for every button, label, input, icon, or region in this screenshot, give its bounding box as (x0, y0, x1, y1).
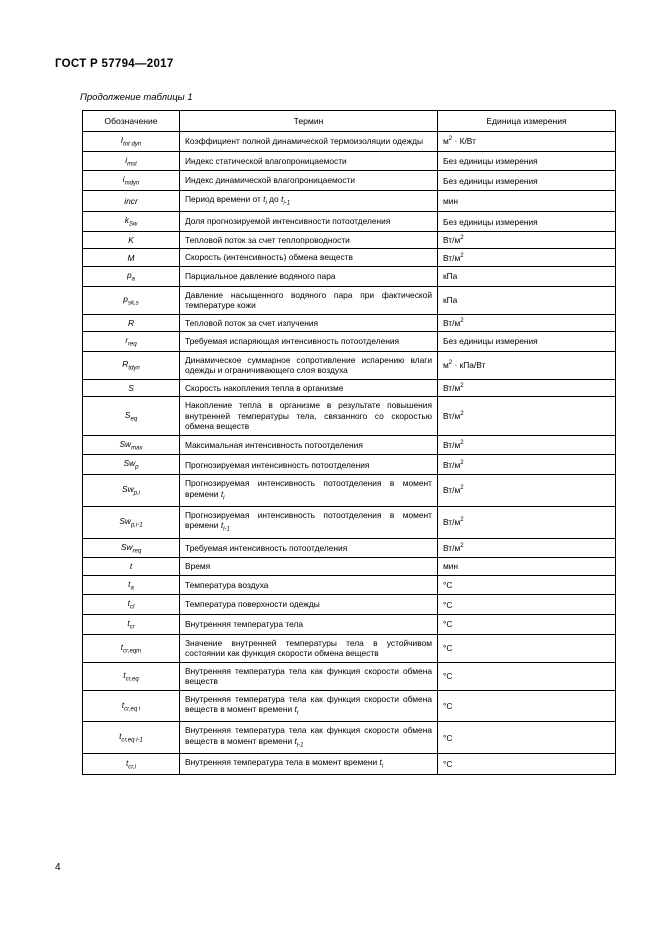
term-definition: Доля прогнозируемой интенсивности потоотделения (180, 212, 438, 232)
table-header-row (83, 111, 616, 132)
term-unit: $м^2 \cdot К/Вт$ (438, 132, 616, 152)
table-row (83, 379, 616, 397)
term-symbol: K (83, 231, 180, 249)
term-symbol: $i_{mst}$ (83, 151, 180, 171)
term-definition: Парциальное давление водяного пара (180, 266, 438, 286)
table-row (83, 332, 616, 352)
term-unit: $Вт/м^2$ (438, 506, 616, 538)
term-definition: Прогнозируемая интенсивность потоотделения в момент времени $t_{i-1}$ (180, 506, 438, 538)
term-unit: $Вт/м^2$ (438, 397, 616, 436)
term-unit: °С (438, 634, 616, 662)
table-row (83, 151, 616, 171)
term-symbol: t (83, 558, 180, 576)
term-definition: Индекс динамической влагопроницаемости (180, 171, 438, 191)
term-unit: °С (438, 754, 616, 775)
table-row (83, 171, 616, 191)
term-symbol: M (83, 249, 180, 267)
term-symbol: $Sw_{req}$ (83, 538, 180, 558)
term-symbol: $i_{mdyn}$ (83, 171, 180, 191)
term-symbol: incr (83, 191, 180, 212)
term-unit: °С (438, 595, 616, 615)
term-unit: $Вт/м^2$ (438, 455, 616, 475)
term-definition: Внутренняя температура тела как функция скорости обмена веществ в момент времени $t_i$ (180, 690, 438, 722)
term-symbol: $t_a$ (83, 575, 180, 595)
term-unit: Без единицы измерения (438, 332, 616, 352)
term-symbol: $t_{cr,eq i-1}$ (83, 722, 180, 754)
table-row (83, 455, 616, 475)
term-unit: °С (438, 722, 616, 754)
term-symbol: S (83, 379, 180, 397)
term-symbol: $Sw_{p,i-1}$ (83, 506, 180, 538)
term-definition: Коэффициент полной динамической термоизоляции одежды (180, 132, 438, 152)
term-unit: $Вт/м^2$ (438, 435, 616, 455)
term-definition: Накопление тепла в организме в результате повышения внутренней температуры тела, связанного со скоростью обмена веществ (180, 397, 438, 436)
term-symbol: $p_a$ (83, 266, 180, 286)
table-row (83, 286, 616, 314)
term-definition: Требуемая испаряющая интенсивность потоотделения (180, 332, 438, 352)
term-unit: $м^2 \cdot кПа/Вт$ (438, 351, 616, 379)
term-unit: кПа (438, 286, 616, 314)
table-row (83, 212, 616, 232)
term-symbol: $I_{tot dyn}$ (83, 132, 180, 152)
term-unit: Без единицы измерения (438, 151, 616, 171)
table-row (83, 249, 616, 267)
column-header-symbol: Обозначение (83, 111, 180, 132)
term-symbol: $t_{cr,eq i}$ (83, 690, 180, 722)
terms-table (82, 110, 616, 775)
term-definition: Внутренняя температура тела как функция скорости обмена веществ (180, 662, 438, 690)
term-symbol: $Sw_{p,i}$ (83, 475, 180, 507)
term-symbol: $Sw_p$ (83, 455, 180, 475)
term-unit: мин (438, 558, 616, 576)
term-unit: $Вт/м^2$ (438, 475, 616, 507)
term-definition: Требуемая интенсивность потоотделения (180, 538, 438, 558)
term-unit: °С (438, 690, 616, 722)
term-definition: Тепловой поток за счет излучения (180, 314, 438, 332)
table-row (83, 231, 616, 249)
term-definition: Индекс статической влагопроницаемости (180, 151, 438, 171)
term-definition: Значение внутренней температуры тела в устойчивом состоянии как функция скорости обмена веществ (180, 634, 438, 662)
table-row (83, 690, 616, 722)
term-unit: Без единицы измерения (438, 171, 616, 191)
term-unit: $Вт/м^2$ (438, 314, 616, 332)
term-unit: Без единицы измерения (438, 212, 616, 232)
term-definition: Прогнозируемая интенсивность потоотделения в момент времени $t_i$ (180, 475, 438, 507)
term-unit: кПа (438, 266, 616, 286)
term-unit: $Вт/м^2$ (438, 379, 616, 397)
table-row (83, 475, 616, 507)
table-row (83, 722, 616, 754)
table-row (83, 538, 616, 558)
term-definition: Тепловой поток за счет теплопроводности (180, 231, 438, 249)
term-definition: Внутренняя температура тела (180, 615, 438, 635)
table-row (83, 754, 616, 775)
term-symbol: $p_{sk,s}$ (83, 286, 180, 314)
column-header-unit: Единица измерения (438, 111, 616, 132)
term-symbol: $t_{cr,i}$ (83, 754, 180, 775)
table-row (83, 266, 616, 286)
table-row (83, 191, 616, 212)
term-unit: $Вт/м^2$ (438, 538, 616, 558)
table-caption: Продолжение таблицы 1 (80, 92, 193, 103)
term-symbol: $t_{cr,eqm}$ (83, 634, 180, 662)
column-header-term: Термин (180, 111, 438, 132)
term-definition: Период времени от $t_i$ до $t_{i-1}$ (180, 191, 438, 212)
table-row (83, 595, 616, 615)
table-row (83, 351, 616, 379)
table-row (83, 615, 616, 635)
term-definition: Внутренняя температура тела как функция скорости обмена веществ в момент времени $t_{i-1}$ (180, 722, 438, 754)
table-row (83, 662, 616, 690)
term-definition: Скорость (интенсивность) обмена веществ (180, 249, 438, 267)
term-definition: Максимальная интенсивность потоотделения (180, 435, 438, 455)
term-definition: Прогнозируемая интенсивность потоотделения (180, 455, 438, 475)
table-row (83, 558, 616, 576)
term-definition: Температура воздуха (180, 575, 438, 595)
table-row (83, 506, 616, 538)
term-definition: Внутренняя температура тела в момент времени $t_i$ (180, 754, 438, 775)
term-symbol: $k_{Sw}$ (83, 212, 180, 232)
term-definition: Скорость накопления тепла в организме (180, 379, 438, 397)
term-symbol: $Sw_{max}$ (83, 435, 180, 455)
table-row (83, 575, 616, 595)
term-definition: Давление насыщенного водяного пара при фактической температуре кожи (180, 286, 438, 314)
term-unit: $Вт/м^2$ (438, 249, 616, 267)
table-row (83, 435, 616, 455)
term-symbol: R (83, 314, 180, 332)
term-symbol: $S_{eq}$ (83, 397, 180, 436)
term-symbol: $t_{cr}$ (83, 615, 180, 635)
page-number: 4 (55, 862, 61, 873)
term-symbol: $R_{tdyn}$ (83, 351, 180, 379)
term-symbol: $r_{req}$ (83, 332, 180, 352)
term-definition: Динамическое суммарное сопротивление испарению влаги одежды и ограничивающего слоя воздуха (180, 351, 438, 379)
standard-title: ГОСТ Р 57794—2017 (55, 58, 174, 70)
term-symbol: $t_{cr,eq}$ (83, 662, 180, 690)
term-unit: $Вт/м^2$ (438, 231, 616, 249)
term-definition: Температура поверхности одежды (180, 595, 438, 615)
table-body (83, 132, 616, 775)
table-row (83, 132, 616, 152)
table-row (83, 314, 616, 332)
table-row (83, 634, 616, 662)
term-symbol: $t_{cl}$ (83, 595, 180, 615)
table-row (83, 397, 616, 436)
term-unit: мин (438, 191, 616, 212)
term-unit: °С (438, 662, 616, 690)
term-unit: °С (438, 615, 616, 635)
term-definition: Время (180, 558, 438, 576)
term-unit: °С (438, 575, 616, 595)
